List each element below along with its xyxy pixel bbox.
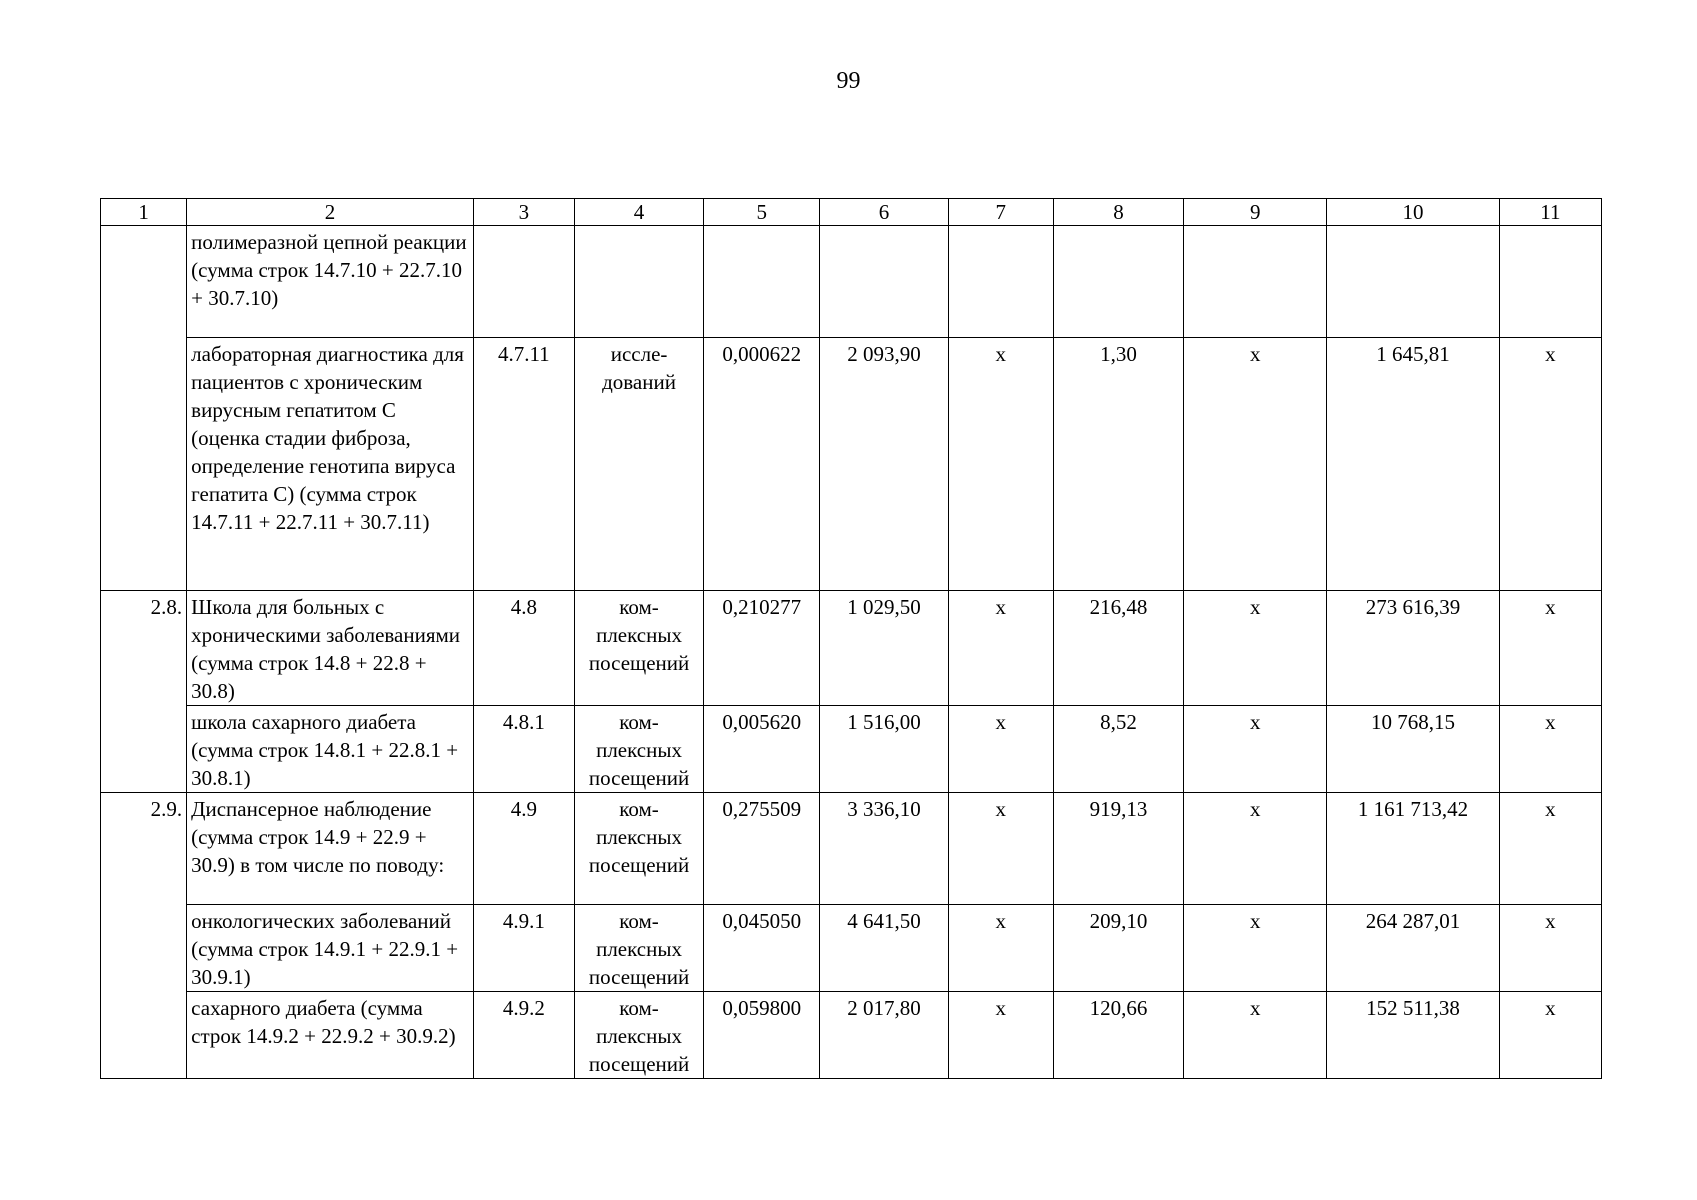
row-value-cell: х	[1499, 905, 1601, 992]
row-value-cell: х	[1184, 793, 1327, 905]
row-value-cell: х	[1499, 706, 1601, 793]
row-name-cell: лабораторная диагностика для пациентов с хроническим вирусным гепатитом С (оценка стадии фиброза, определение генотипа вируса гепатита С) (сумма строк 14.7.11 + 22.7.11 + 30.7.11)	[187, 338, 474, 591]
row-code-cell: 4.9.1	[473, 905, 574, 992]
row-name-cell: Школа для больных с хроническими заболеваниями (сумма строк 14.8 + 22.8 + 30.8)	[187, 591, 474, 706]
row-value-cell: 273 616,39	[1327, 591, 1499, 706]
table-row	[101, 992, 1602, 1079]
row-name-cell: полимеразной цепной реакции (сумма строк 14.7.10 + 22.7.10 + 30.7.10)	[187, 226, 474, 338]
row-value-cell	[1053, 226, 1183, 338]
row-value-cell	[1499, 226, 1601, 338]
table-row	[101, 591, 1602, 706]
row-unit-cell: ком-плексных посещений	[574, 591, 703, 706]
row-value-cell: 264 287,01	[1327, 905, 1499, 992]
row-number-cell	[101, 226, 187, 591]
row-value-cell: 0,000622	[704, 338, 820, 591]
column-header: 7	[948, 199, 1053, 226]
row-unit-cell: ком-плексных посещений	[574, 793, 703, 905]
row-value-cell: 209,10	[1053, 905, 1183, 992]
row-code-cell	[473, 226, 574, 338]
row-value-cell	[1184, 226, 1327, 338]
row-value-cell: 0,059800	[704, 992, 820, 1079]
row-value-cell: 216,48	[1053, 591, 1183, 706]
table-row	[101, 905, 1602, 992]
column-header: 2	[187, 199, 474, 226]
data-table	[100, 198, 1602, 1079]
row-value-cell: х	[1184, 905, 1327, 992]
row-code-cell: 4.7.11	[473, 338, 574, 591]
column-header: 9	[1184, 199, 1327, 226]
row-value-cell: 152 511,38	[1327, 992, 1499, 1079]
row-name-cell: сахарного диабета (сумма строк 14.9.2 + 22.9.2 + 30.9.2)	[187, 992, 474, 1079]
row-value-cell: х	[1499, 338, 1601, 591]
row-value-cell: 919,13	[1053, 793, 1183, 905]
row-name-cell: Диспансерное наблюдение (сумма строк 14.9 + 22.9 + 30.9) в том числе по поводу:	[187, 793, 474, 905]
table-row	[101, 793, 1602, 905]
row-value-cell: х	[948, 992, 1053, 1079]
row-value-cell: х	[1184, 992, 1327, 1079]
row-unit-cell: иссле-дований	[574, 338, 703, 591]
header-row	[101, 199, 1602, 226]
row-value-cell: 2 093,90	[820, 338, 948, 591]
table-row	[101, 706, 1602, 793]
row-value-cell: х	[1184, 706, 1327, 793]
column-header: 6	[820, 199, 948, 226]
row-value-cell: х	[1184, 338, 1327, 591]
row-value-cell: х	[948, 338, 1053, 591]
row-value-cell: 1 516,00	[820, 706, 948, 793]
row-unit-cell: ком-плексных посещений	[574, 706, 703, 793]
row-value-cell: 1 161 713,42	[1327, 793, 1499, 905]
row-code-cell: 4.9.2	[473, 992, 574, 1079]
page-number: 99	[836, 68, 861, 94]
row-value-cell: х	[1499, 591, 1601, 706]
row-value-cell: 120,66	[1053, 992, 1183, 1079]
column-header: 10	[1327, 199, 1499, 226]
row-value-cell: 0,005620	[704, 706, 820, 793]
row-name-cell: онкологических заболеваний (сумма строк 14.9.1 + 22.9.1 + 30.9.1)	[187, 905, 474, 992]
row-value-cell: х	[948, 905, 1053, 992]
row-value-cell: х	[948, 706, 1053, 793]
row-value-cell: 0,275509	[704, 793, 820, 905]
row-code-cell: 4.9	[473, 793, 574, 905]
row-value-cell: х	[948, 591, 1053, 706]
row-unit-cell	[574, 226, 703, 338]
row-value-cell: х	[1499, 793, 1601, 905]
column-header: 4	[574, 199, 703, 226]
column-header: 8	[1053, 199, 1183, 226]
table-row	[101, 338, 1602, 591]
row-unit-cell: ком-плексных посещений	[574, 905, 703, 992]
row-value-cell: х	[1499, 992, 1601, 1079]
row-value-cell: 4 641,50	[820, 905, 948, 992]
row-number-cell: 2.8.	[101, 591, 187, 793]
row-value-cell	[704, 226, 820, 338]
row-value-cell: 1 645,81	[1327, 338, 1499, 591]
row-value-cell: х	[1184, 591, 1327, 706]
row-value-cell: 8,52	[1053, 706, 1183, 793]
column-header: 1	[101, 199, 187, 226]
column-header: 5	[704, 199, 820, 226]
row-unit-cell: ком-плексных посещений	[574, 992, 703, 1079]
row-value-cell	[1327, 226, 1499, 338]
row-value-cell: 1,30	[1053, 338, 1183, 591]
row-value-cell: 0,045050	[704, 905, 820, 992]
row-value-cell: 10 768,15	[1327, 706, 1499, 793]
column-header: 11	[1499, 199, 1601, 226]
row-code-cell: 4.8	[473, 591, 574, 706]
column-header: 3	[473, 199, 574, 226]
table-row	[101, 226, 1602, 338]
row-name-cell: школа сахарного диабета (сумма строк 14.8.1 + 22.8.1 + 30.8.1)	[187, 706, 474, 793]
row-value-cell	[948, 226, 1053, 338]
row-number-cell: 2.9.	[101, 793, 187, 1079]
row-value-cell: 2 017,80	[820, 992, 948, 1079]
row-value-cell: 0,210277	[704, 591, 820, 706]
row-value-cell: 1 029,50	[820, 591, 948, 706]
row-code-cell: 4.8.1	[473, 706, 574, 793]
row-value-cell: х	[948, 793, 1053, 905]
row-value-cell: 3 336,10	[820, 793, 948, 905]
row-value-cell	[820, 226, 948, 338]
